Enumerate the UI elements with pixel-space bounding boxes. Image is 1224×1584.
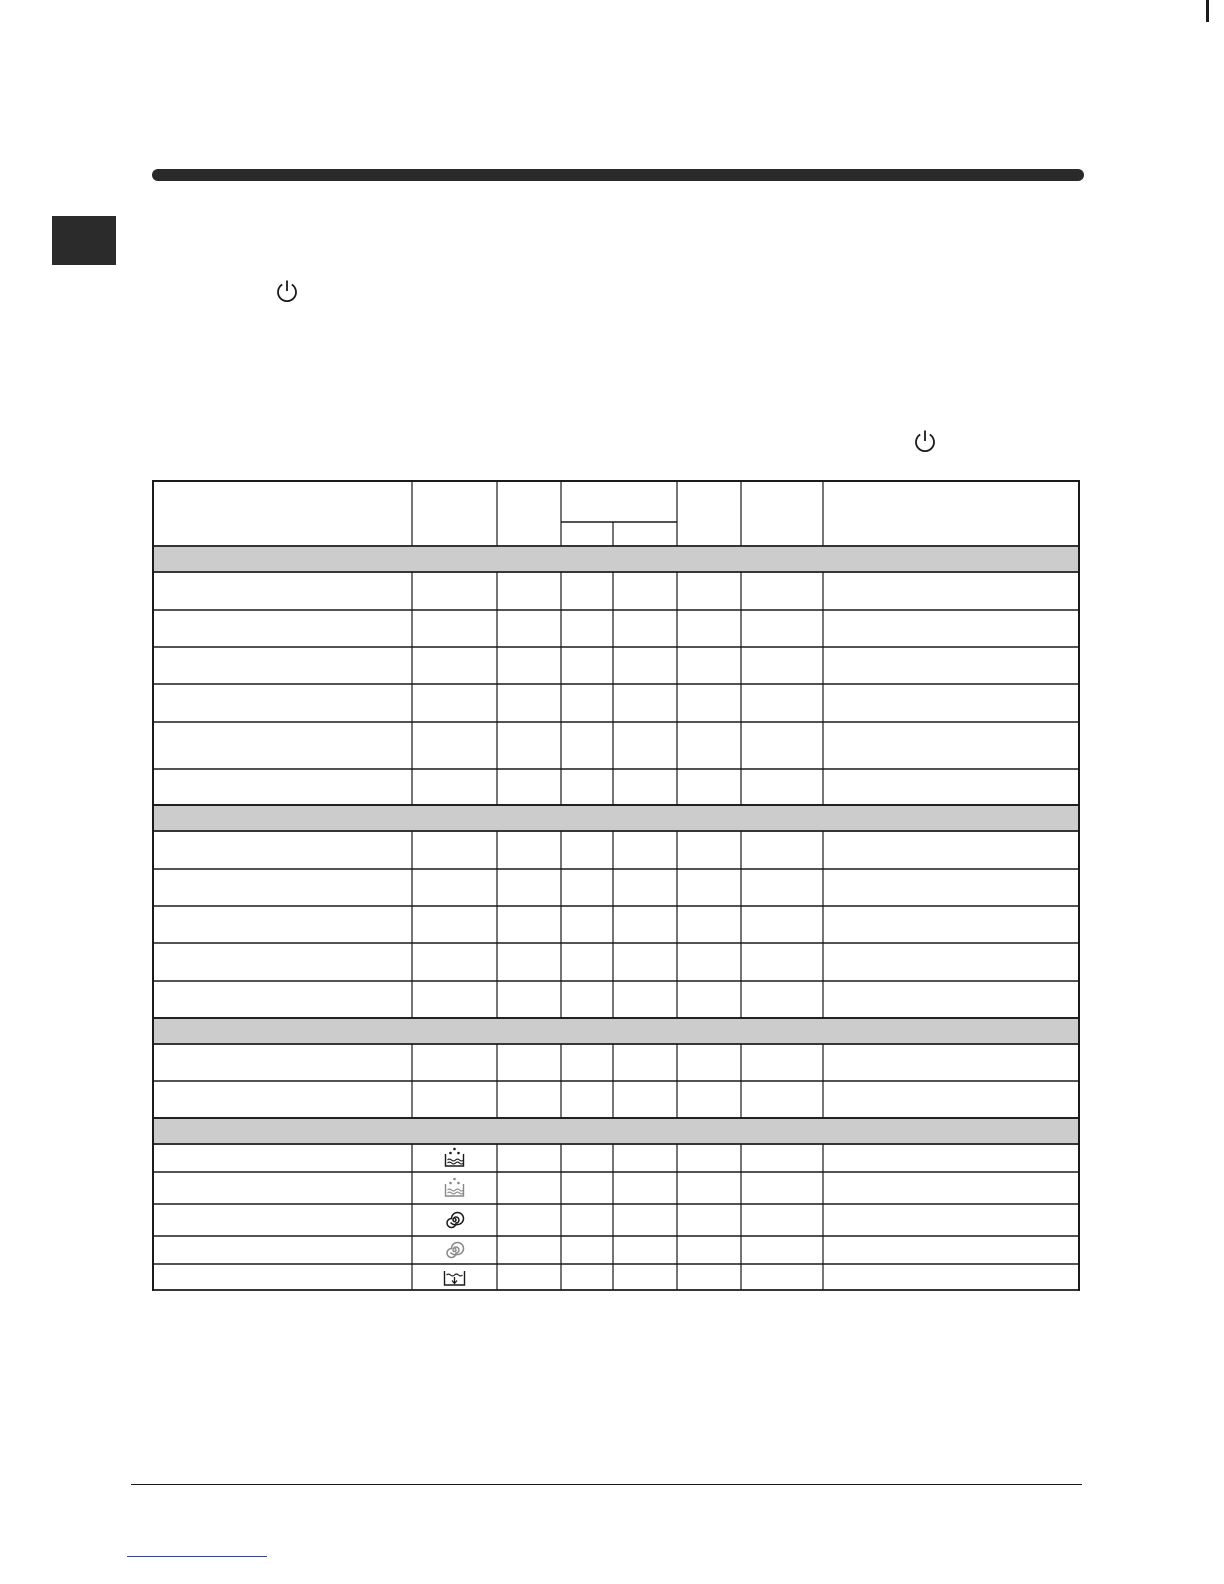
section-header-band [153, 1119, 1079, 1143]
page-edge-mark [1206, 0, 1209, 22]
section-title-bar [152, 169, 1084, 181]
spin-icon [447, 1213, 464, 1228]
section-header-band [153, 547, 1079, 571]
drain-icon [445, 1271, 465, 1285]
section-header-band [153, 1019, 1079, 1043]
section-header-band [153, 806, 1079, 830]
power-icon [912, 428, 938, 454]
power-icon [274, 278, 300, 304]
rinse-icon [446, 1178, 464, 1196]
rinse-icon [446, 1148, 464, 1166]
footer-rule [131, 1484, 1082, 1485]
programme-table [152, 480, 1080, 1291]
footer-link-underline [127, 1556, 267, 1557]
spin-icon [447, 1243, 464, 1258]
language-tab [52, 216, 116, 265]
